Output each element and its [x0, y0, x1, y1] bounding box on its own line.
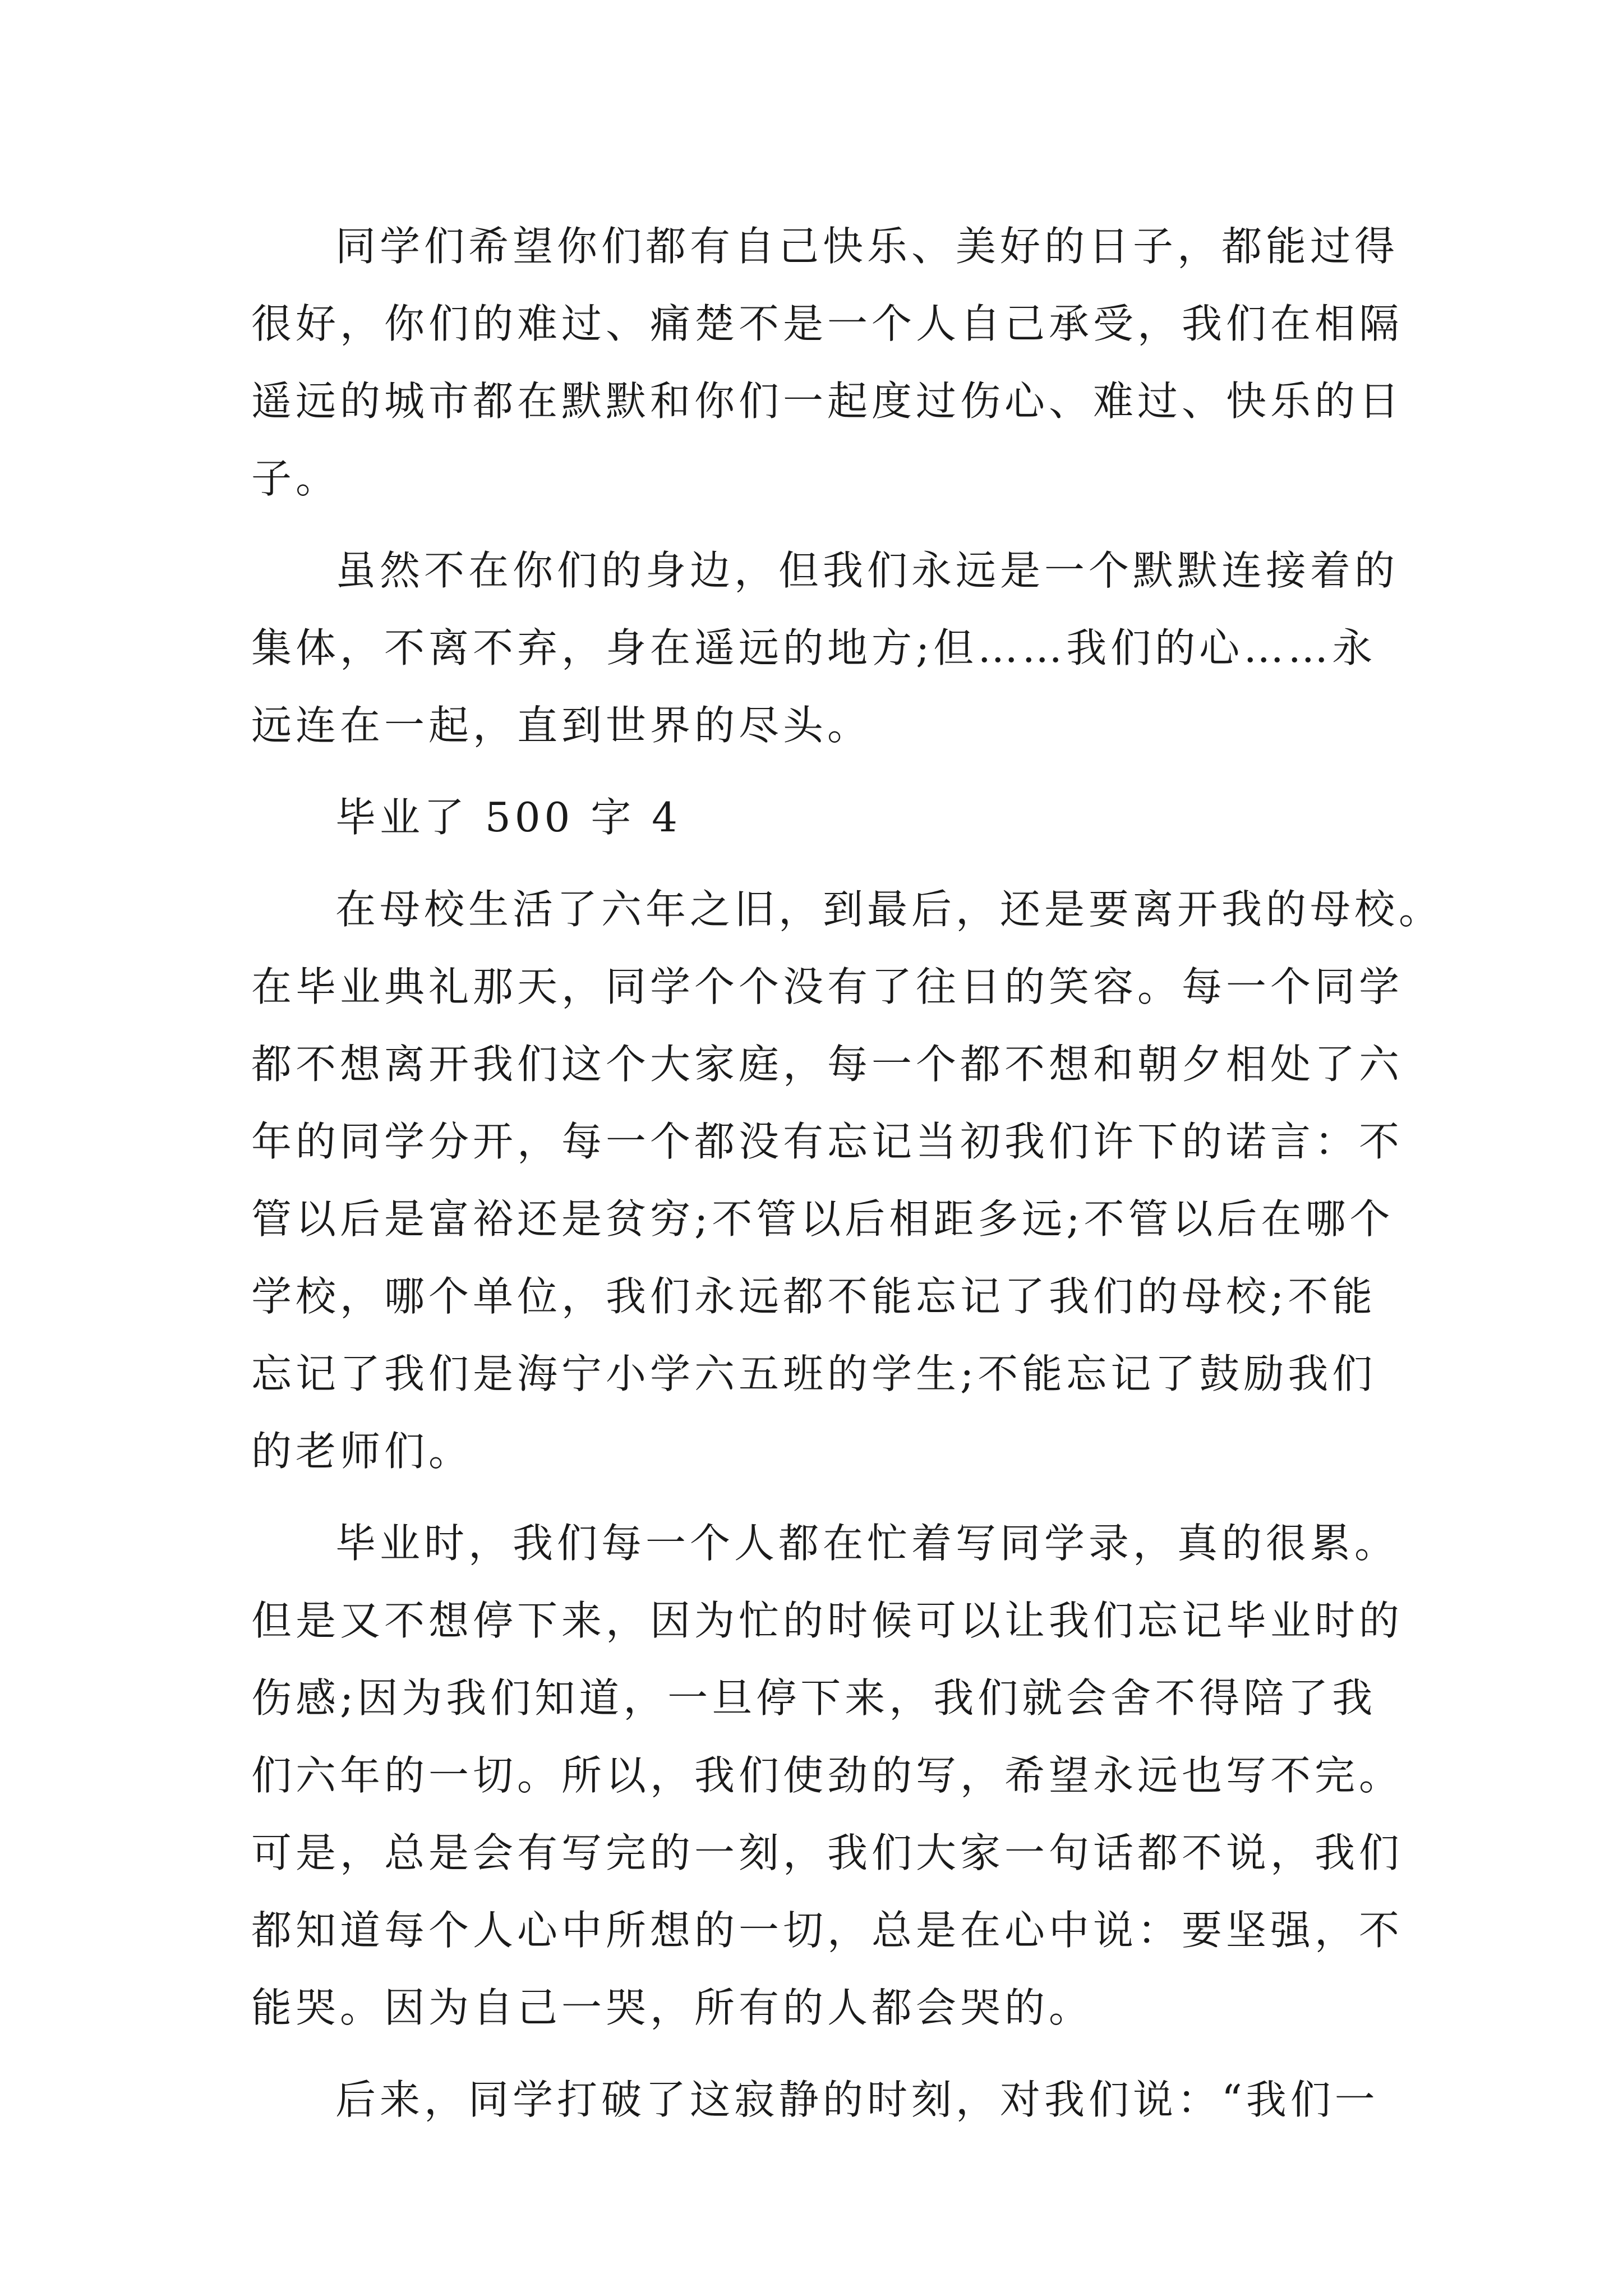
section-heading: 毕业了 500 字 4: [335, 794, 681, 841]
paragraph-line: 集体，不离不弃，身在遥远的地方;但……我们的心……永: [251, 624, 1377, 671]
paragraph-line: 虽然不在你们的身边，但我们永远是一个默默连接着的: [335, 547, 1399, 594]
paragraph-line: 都知道每个人心中所想的一切，总是在心中说：要坚强，不: [251, 1907, 1404, 1954]
paragraph-line: 但是又不想停下来，因为忙的时候可以让我们忘记毕业时的: [251, 1597, 1404, 1644]
paragraph-line: 年的同学分开，每一个都没有忘记当初我们许下的诺言：不: [251, 1118, 1404, 1165]
paragraph-line: 在毕业典礼那天，同学个个没有了往日的笑容。每一个同学: [251, 963, 1404, 1010]
paragraph-line: 学校，哪个单位，我们永远都不能忘记了我们的母校;不能: [251, 1273, 1377, 1320]
paragraph-line: 伤感;因为我们知道，一旦停下来，我们就会舍不得陪了我: [251, 1674, 1377, 1722]
paragraph-line: 遥远的城市都在默默和你们一起度过伤心、难过、快乐的日: [251, 378, 1404, 425]
paragraph-line: 能哭。因为自己一哭，所有的人都会哭的。: [251, 1984, 1094, 2031]
paragraph-line: 后来，同学打破了这寂静的时刻，对我们说：“我们一: [335, 2076, 1379, 2123]
paragraph-line: 子。: [251, 455, 340, 502]
paragraph-line: 的老师们。: [251, 1428, 473, 1475]
paragraph-line: 毕业时，我们每一个人都在忙着写同学录，真的很累。: [335, 1520, 1399, 1567]
paragraph-line: 在母校生活了六年之旧，到最后，还是要离开我的母校。: [335, 886, 1444, 933]
paragraph-line: 都不想离开我们这个大家庭，每一个都不想和朝夕相处了六: [251, 1041, 1404, 1088]
paragraph-line: 很好，你们的难过、痛楚不是一个人自己承受，我们在相隔: [251, 300, 1404, 347]
paragraph-line: 们六年的一切。所以，我们使劲的写，希望永远也写不完。: [251, 1752, 1404, 1799]
paragraph-line: 管以后是富裕还是贫穷;不管以后相距多远;不管以后在哪个: [251, 1195, 1394, 1243]
paragraph-line: 可是，总是会有写完的一刻，我们大家一句话都不说，我们: [251, 1829, 1404, 1876]
paragraph-line: 忘记了我们是海宁小学六五班的学生;不能忘记了鼓励我们: [251, 1350, 1377, 1397]
paragraph-line: 同学们希望你们都有自己快乐、美好的日子，都能过得: [335, 223, 1399, 270]
document-body: [251, 208, 1444, 2138]
paragraph-line: 远连在一起，直到世界的尽头。: [251, 702, 872, 749]
